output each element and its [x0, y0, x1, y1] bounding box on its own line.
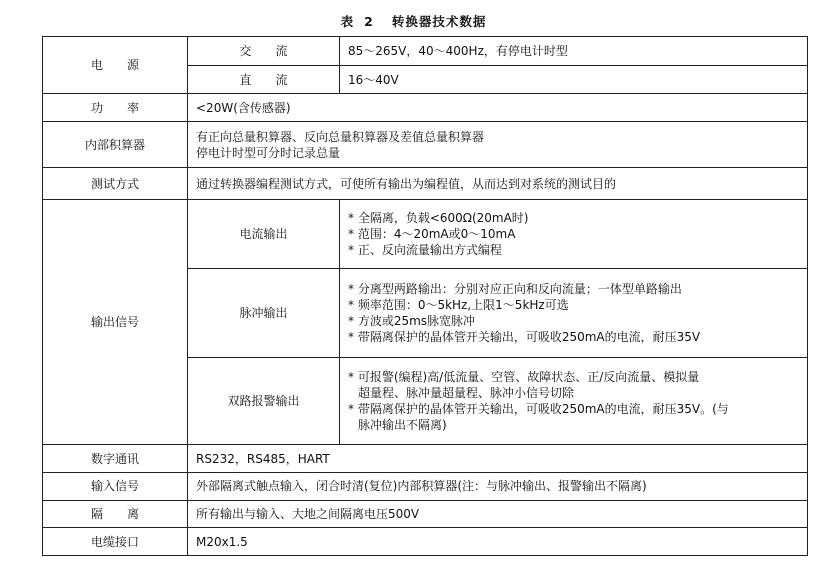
test-method-value: 通过转换器编程测试方式，可使所有输出为编程值，从而达到对系统的测试目的: [188, 168, 808, 200]
cable-label: 电缆接口: [43, 528, 188, 556]
table-row: [43, 445, 808, 473]
input-signal-label: 输入信号: [43, 472, 188, 500]
comm-label: 数字通讯: [43, 445, 188, 473]
pulse-output-value: [340, 268, 808, 357]
current-output-label: 电流输出: [188, 200, 340, 269]
list-item: * 带隔离保护的晶体管开关输出，可吸收250mA的电流，耐压35V。(与: [348, 402, 729, 417]
comm-value: RS232，RS485，HART: [188, 445, 808, 473]
caption-title: 转换器技术数据: [391, 14, 487, 29]
table-row: [43, 472, 808, 500]
dc-label: 直 流: [188, 65, 340, 94]
dc-value: 16～40V: [340, 65, 808, 94]
table-caption: [0, 12, 827, 30]
isolation-label: 隔 离: [43, 500, 188, 528]
list-item: * 可报警(编程)高/低流量、空管、故障状态、正/反向流量、模拟量: [348, 370, 700, 385]
output-signal-label: 输出信号: [43, 200, 188, 445]
current-output-value: [340, 200, 808, 269]
totalizer-label: 内部积算器: [43, 122, 188, 168]
pulse-output-label: 脉冲输出: [188, 268, 340, 357]
table-row: [43, 37, 808, 66]
power-value: <20W(含传感器): [188, 94, 808, 122]
alarm-output-label: 双路报警输出: [188, 358, 340, 445]
table-row: [43, 200, 808, 269]
isolation-value: 所有输出与输入、大地之间隔离电压500V: [188, 500, 808, 528]
table-row: [43, 500, 808, 528]
test-method-label: 测试方式: [43, 168, 188, 200]
totalizer-line: 停电计时型可分时记录总量: [196, 145, 341, 160]
list-item: 超量程、脉冲量超量程、脉冲小信号切除: [358, 386, 575, 401]
table-row: [43, 94, 808, 122]
ac-label: 交 流: [188, 37, 340, 66]
ac-value: 85～265V，40～400Hz，有停电计时型: [340, 37, 808, 66]
power-supply-label: 电 源: [43, 37, 188, 94]
list-item: * 范围：4～20mA或0～10mA: [348, 226, 516, 241]
input-signal-value: 外部隔离式触点输入，闭合时清(复位)内部积算器(注：与脉冲输出、报警输出不隔离): [188, 472, 808, 500]
totalizer-line: 有正向总量积算器、反向总量积算器及差值总量积算器: [196, 129, 485, 144]
cable-value: M20x1.5: [188, 528, 808, 556]
list-item: * 全隔离，负载<600Ω(20mA时): [348, 210, 529, 225]
totalizer-value: [188, 122, 808, 168]
list-item: 脉冲输出不隔离): [358, 418, 447, 433]
list-item: * 方波或25ms脉宽脉冲: [348, 313, 476, 328]
table-row: [43, 122, 808, 168]
spec-table: [42, 36, 808, 556]
caption-label: 表: [340, 14, 355, 29]
list-item: * 带隔离保护的晶体管开关输出，可吸收250mA的电流，耐压35V: [348, 329, 701, 344]
list-item: * 分离型两路输出：分别对应正向和反向流量；一体型单路输出: [348, 281, 682, 296]
alarm-output-value: [340, 358, 808, 445]
list-item: * 频率范围：0～5kHz,上限1～5kHz可选: [348, 297, 569, 312]
table-row: [43, 528, 808, 556]
table-row: [43, 168, 808, 200]
power-label: 功 率: [43, 94, 188, 122]
list-item: * 正、反向流量输出方式编程: [348, 242, 502, 257]
caption-number: 2: [364, 14, 374, 29]
